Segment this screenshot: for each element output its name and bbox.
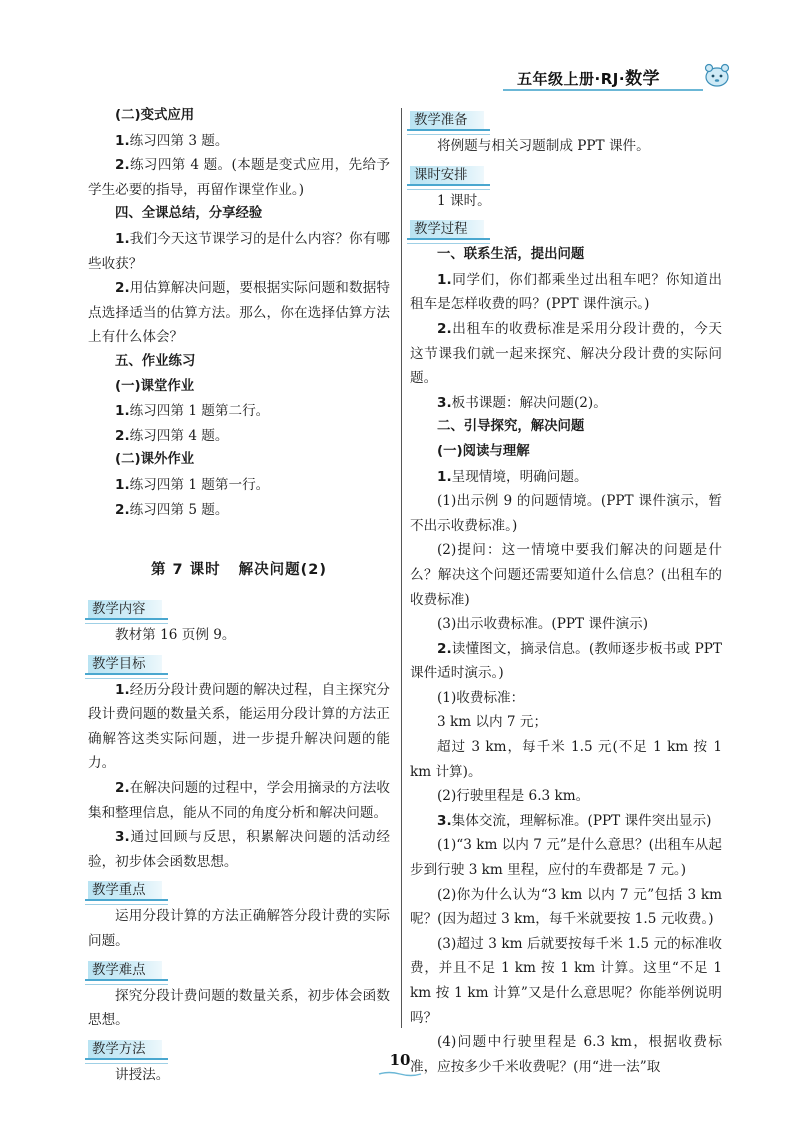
paragraph: 探究分段计费问题的数量关系，初步体会函数思想。 (88, 987, 390, 1029)
paragraph: 1.练习四第 1 题第二行。 (115, 403, 270, 420)
paragraph: 1.练习四第 1 题第一行。 (115, 476, 270, 493)
section-heading: 一、联系生活，提出问题 (437, 247, 585, 263)
header-edition: RJ (600, 70, 619, 88)
section-tag-process: 教学过程 (410, 219, 484, 240)
paragraph: (1)“3 km 以内 7 元”是什么意思？(出租车从起步到行驶 3 km 里程，应付的车费都是 7 元。) (410, 837, 722, 879)
page-number: 10 (389, 1051, 411, 1069)
section-heading: 四、全课总结，分享经验 (115, 206, 263, 222)
lesson-title: 第 7 课时 解决问题(2) (150, 562, 328, 579)
paragraph: (1)出示例 9 的问题情境。(PPT 课件演示，暂不出示收费标准。) (410, 493, 722, 534)
paragraph: 将例题与相关习题制成 PPT 课件。 (437, 138, 650, 154)
header-rule (503, 89, 703, 91)
header-grade: 五年级上册 (517, 70, 595, 88)
left-column (88, 104, 390, 1087)
paragraph: 2.出租车的收费标准是采用分段计费的，今天这节课我们就一起来探究、解决分段计费的实际问题。 (410, 320, 722, 387)
paragraph: (2)提问：这一情境中要我们解决的问题是什么？解决这个问题还需要知道什么信息？(出租车的收费标准) (410, 542, 722, 608)
paragraph: 1 课时。 (437, 192, 491, 209)
paragraph: (4)问题中行驶里程是 6.3 km，根据收费标准，应按多少千米收费呢？(用“进一法”取 (410, 1034, 722, 1075)
section-tag-goals: 教学目标 (88, 654, 162, 675)
paragraph: 3.集体交流，理解标准。(PPT 课件突出显示) (437, 812, 712, 829)
paragraph: 2.用估算解决问题，要根据实际问题和数据特点选择适当的估算方法。那么，你在选择估算方法上有什么体会？ (88, 280, 390, 346)
subheading: (二)变式应用 (115, 108, 195, 123)
right-column (410, 104, 722, 1079)
paragraph: (2)行驶里程是 6.3 km。 (437, 788, 590, 805)
paragraph: 2.练习四第 4 题。(本题是变式应用，先给予学生必要的指导，再留作课堂作业。) (88, 157, 390, 198)
section-tag-schedule: 课时安排 (410, 165, 484, 186)
subheading: (一)课堂作业 (115, 378, 195, 394)
paragraph: 2.练习四第 4 题。 (115, 427, 229, 444)
paragraph: (1)收费标准： (437, 689, 525, 706)
section-tag-content: 教学内容 (88, 599, 162, 620)
header-subject: 数学 (625, 69, 661, 89)
subheading: (一)阅读与理解 (437, 443, 530, 459)
paragraph: 2.练习四第 5 题。 (115, 501, 229, 518)
paragraph: 1.经历分段计费问题的解决过程，自主探究分段计费问题的数量关系，能运用分段计算的方法正确解答这类实际问题，进一步提升解决问题的能力。 (88, 681, 390, 772)
subheading: (二)课外作业 (115, 452, 195, 468)
header-sep: · (594, 70, 601, 88)
paragraph: (3)超过 3 km 后就要按每千米 1.5 元的标准收费，并且不足 1 km 按 1 km 计算。这里“不足 1 km 按 1 km 计算”又是什么意思呢？你能举例说明吗？ (410, 935, 722, 1026)
paragraph: 3.通过回顾与反思，积累解决问题的活动经验，初步体会函数思想。 (88, 829, 390, 870)
paragraph: (2)你为什么认为“3 km 以内 7 元”包括 3 km 呢？(因为超过 3 km，每千米就要按 1.5 元收费。) (410, 886, 722, 928)
paragraph: 运用分段计算的方法正确解答分段计费的实际问题。 (88, 908, 390, 950)
paragraph: 3 km 以内 7 元； (437, 714, 548, 731)
paragraph: 1.我们今天这节课学习的是什么内容？你有哪些收获？ (88, 230, 390, 272)
header-sep: · (618, 70, 626, 88)
section-tag-method: 教学方法 (88, 1039, 162, 1060)
paragraph: 讲授法。 (115, 1066, 170, 1083)
paragraph: 1.练习四第 3 题。 (115, 132, 229, 149)
running-header (503, 60, 731, 98)
section-tag-key-points: 教学重点 (88, 880, 162, 901)
section-heading: 五、作业练习 (115, 353, 196, 369)
paragraph: 2.在解决问题的过程中，学会用摘录的方法收集和整理信息，能从不同的角度分析和解决问题。 (88, 780, 390, 821)
paragraph: 3.板书课题：解决问题(2)。 (437, 394, 607, 411)
section-heading: 二、引导探究，解决问题 (437, 419, 585, 435)
paragraph: 1.同学们，你们都乘坐过出租车吧？你知道出租车是怎样收费的吗？(PPT 课件演示。) (410, 271, 722, 313)
section-tag-preparation: 教学准备 (410, 110, 484, 131)
section-tag-difficulties: 教学难点 (88, 960, 162, 981)
page-footer (0, 1050, 800, 1077)
page-number-ornament (377, 1071, 423, 1077)
paragraph: 1.呈现情境，明确问题。 (437, 468, 588, 485)
paragraph: 2.读懂图文，摘录信息。(教师逐步板书或 PPT 课件适时演示。) (410, 640, 722, 682)
paragraph: (3)出示收费标准。(PPT 课件演示) (437, 616, 649, 633)
cartoon-mascot-icon (703, 62, 731, 88)
paragraph: 超过 3 km，每千米 1.5 元(不足 1 km 按 1 km 计算)。 (410, 739, 722, 780)
paragraph: 教材第 16 页例 9。 (115, 627, 236, 644)
header-title (517, 64, 660, 89)
column-divider (401, 108, 402, 1028)
